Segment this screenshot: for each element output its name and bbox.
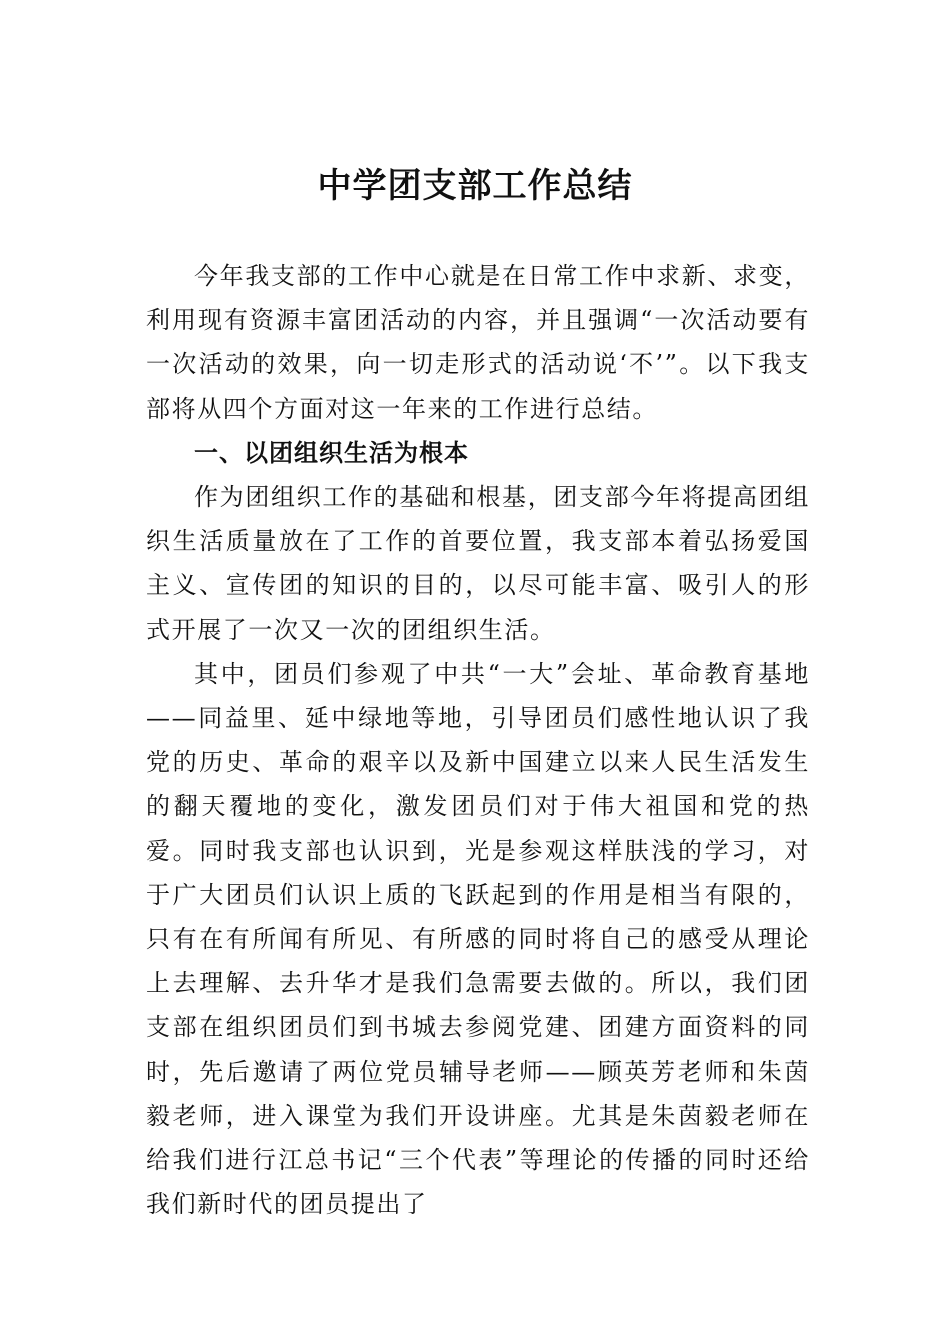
document-title: 中学团支部工作总结 [317,166,633,206]
section-heading-1: 一、以团组织生活为根本 [194,438,469,467]
intro-paragraph: 今年我支部的工作中心就是在日常工作中求新、求变，利用现有资源丰富团活动的内容，并且强调“一次活动要有一次活动的效果，向一切走形式的活动说‘不’”。以下我支部将从四个方面对这一年来的工作进行总结。 [146,262,810,423]
document-body [146,254,810,1226]
section-1-paragraph-1: 作为团组织工作的基础和根基，团支部今年将提高团组织生活质量放在了工作的首要位置，我支部本着弘扬爱国主义、宣传团的知识的目的，以尽可能丰富、吸引人的形式开展了一次又一次的团组织生活。 [146,483,810,644]
section-1-paragraph-2: 其中，团员们参观了中共“一大”会址、革命教育基地——同益里、延中绿地等地，引导团员们感性地认识了我党的历史、革命的艰辛以及新中国建立以来人民生活发生的翻天覆地的变化，激发团员们对于伟大祖国和党的热爱。同时我支部也认识到，光是参观这样肤浅的学习，对于广大团员们认识上质的飞跃起到的作用是相当有限的，只有在有所闻有所见、有所感的同时将自己的感受从理论上去理解、去升华才是我们急需要去做的。所以，我们团支部在组织团员们到书城去参阅党建、团建方面资料的同时，先后邀请了两位党员辅导老师——顾英芳老师和朱茵毅老师，进入课堂为我们开设讲座。尤其是朱茵毅老师在给我们进行江总书记“三个代表”等理论的传播的同时还给我们新时代的团员提出了 [146,659,810,1219]
